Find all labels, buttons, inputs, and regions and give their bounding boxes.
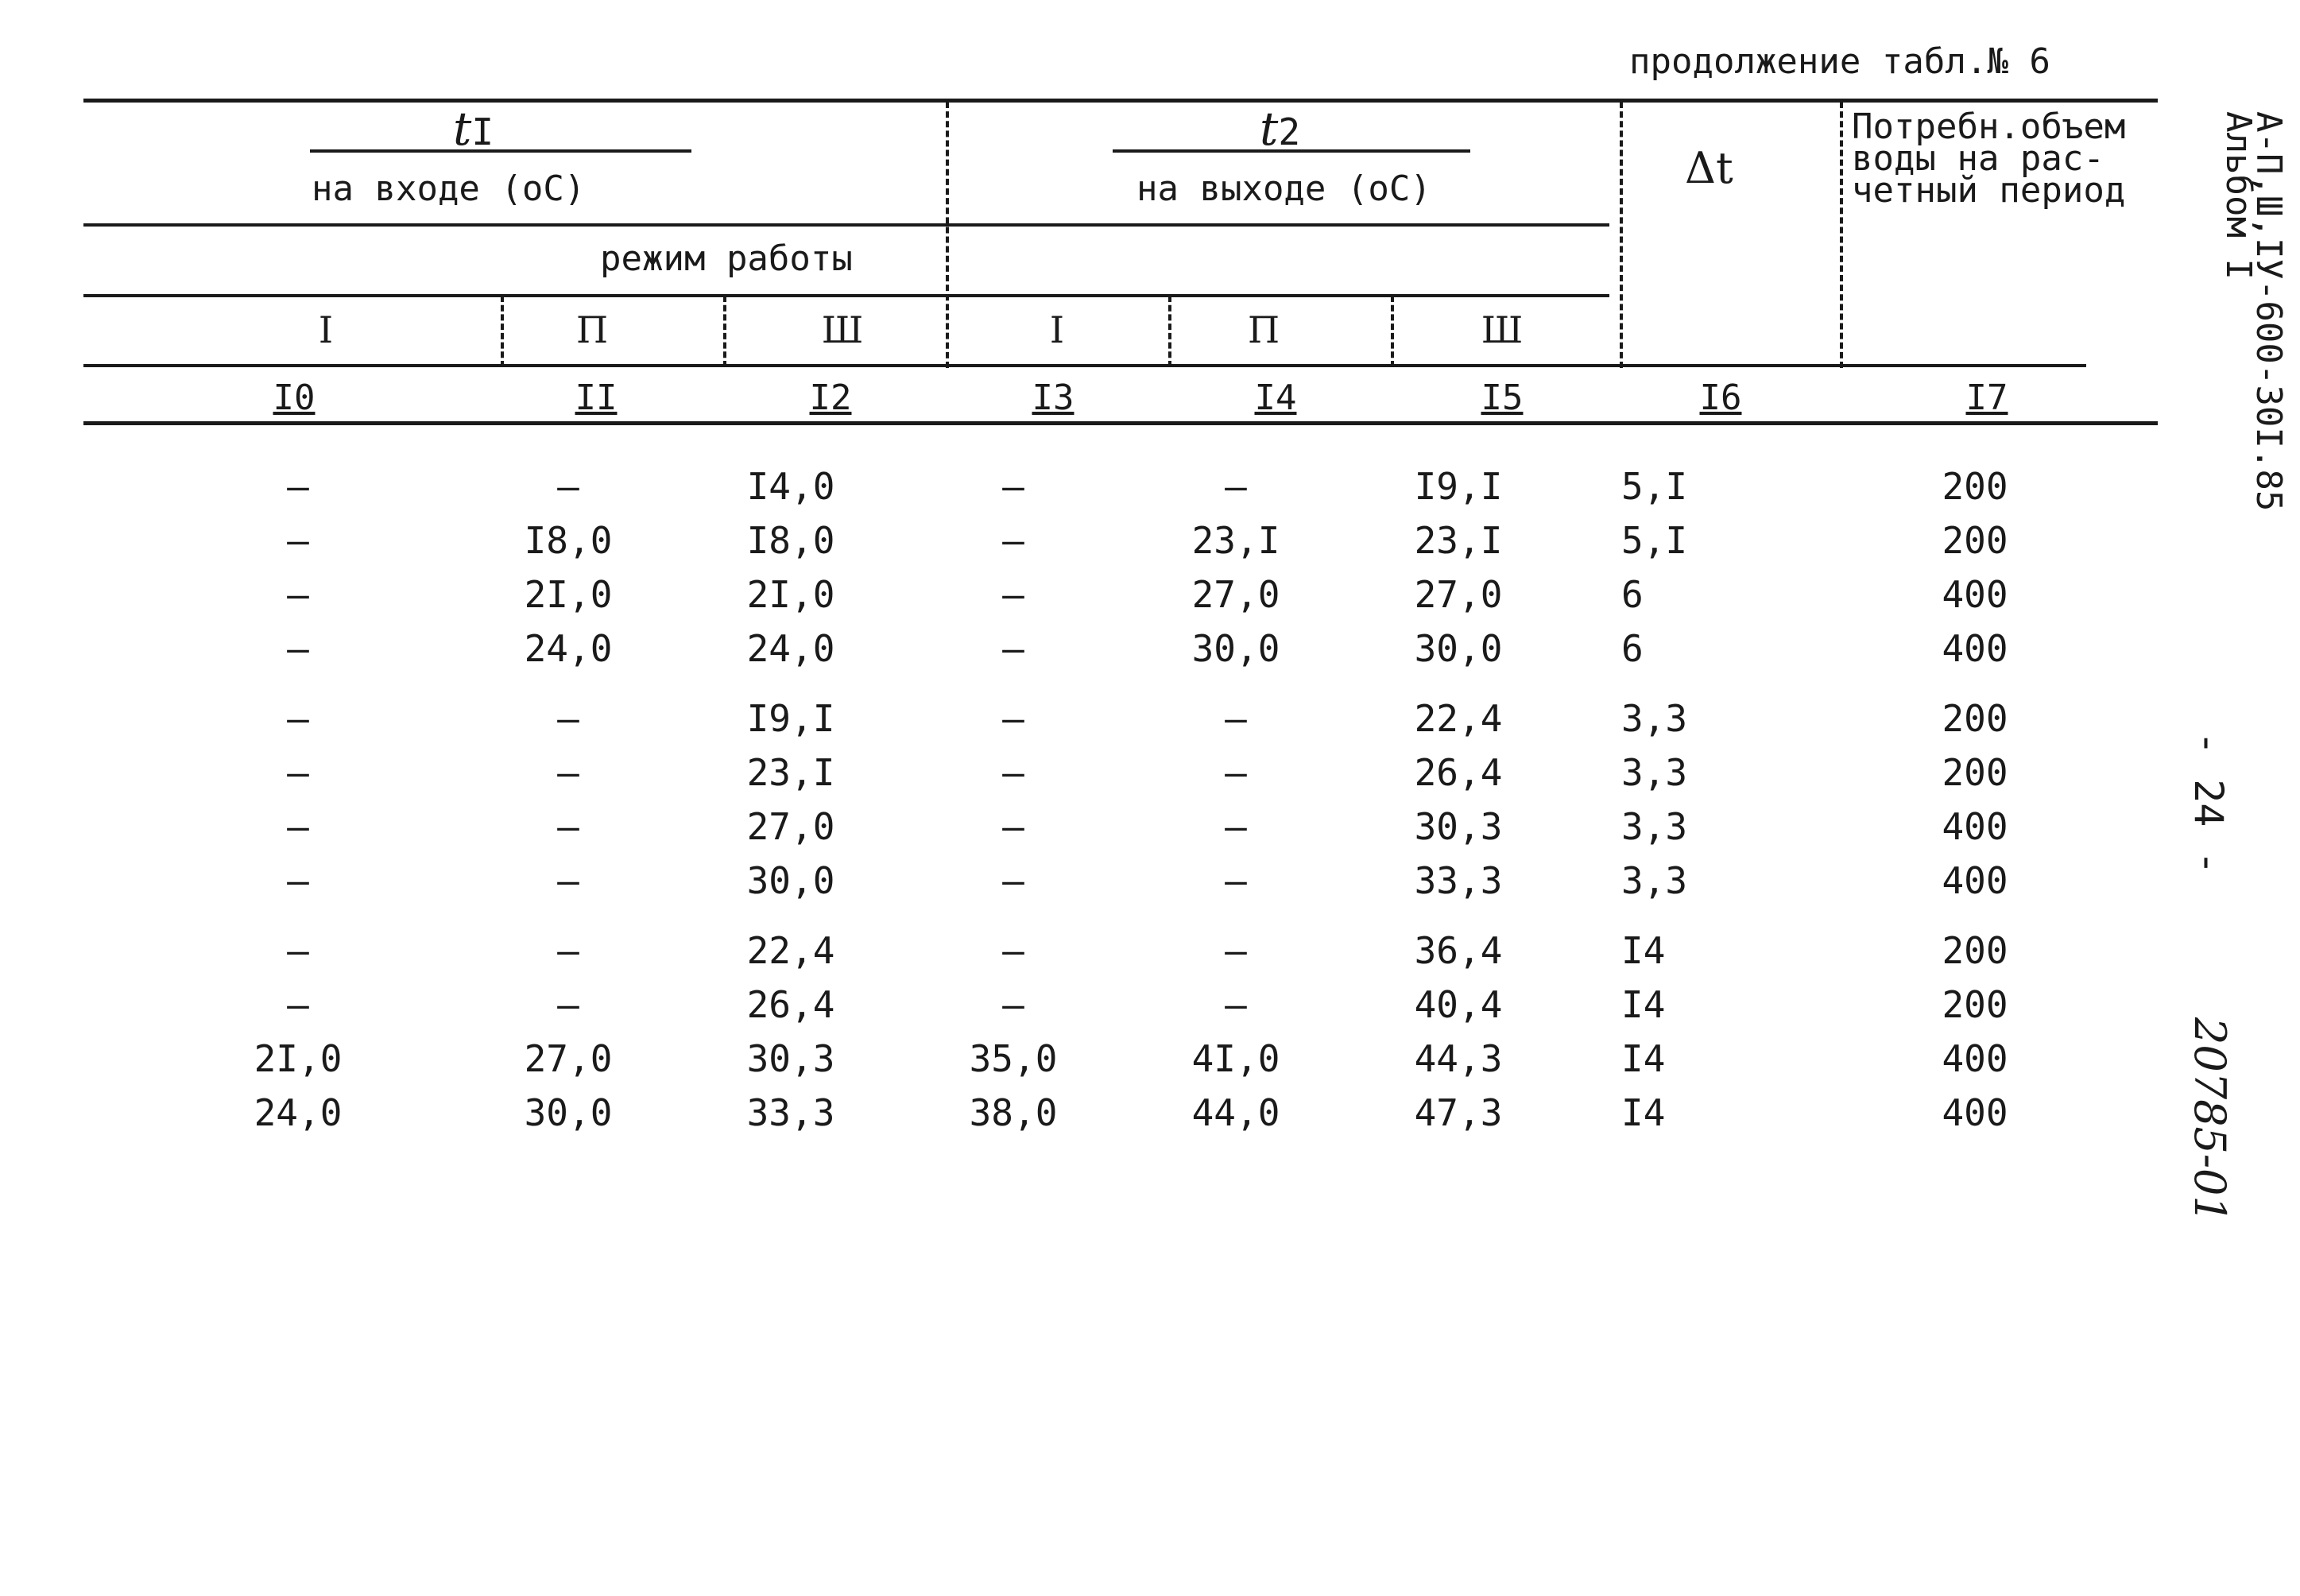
table-cell: – bbox=[287, 465, 309, 508]
table-cell: – bbox=[1225, 983, 1247, 1026]
album-label: Альбом I bbox=[2218, 111, 2259, 280]
t2-heading bbox=[1260, 102, 1300, 156]
mode-divider-1 bbox=[501, 296, 504, 367]
table-cell: 400 bbox=[1942, 1091, 2008, 1134]
table-cell: 24,0 bbox=[524, 627, 613, 670]
table-cell: 27,0 bbox=[746, 805, 835, 848]
table-cell: – bbox=[287, 519, 309, 562]
table-cell: I8,0 bbox=[524, 519, 613, 562]
table-cell: 38,0 bbox=[969, 1091, 1058, 1134]
table-cell: 24,0 bbox=[254, 1091, 343, 1134]
album-code: А-П,Ш,IУ-600-30I.85 bbox=[2248, 111, 2289, 512]
column-number: I3 bbox=[1032, 378, 1074, 418]
table-cell: – bbox=[1002, 519, 1024, 562]
column-number: II bbox=[575, 378, 618, 418]
volume-heading bbox=[1852, 107, 2126, 211]
table-cell: 200 bbox=[1942, 519, 2008, 562]
table-cell: 27,0 bbox=[1191, 573, 1280, 616]
table-cell: 30,0 bbox=[524, 1091, 613, 1134]
table-cell: – bbox=[1225, 859, 1247, 902]
column-number: I6 bbox=[1699, 378, 1742, 418]
column-number: I5 bbox=[1481, 378, 1524, 418]
table-cell: 27,0 bbox=[1414, 573, 1503, 616]
table-cell: 30,0 bbox=[1414, 627, 1503, 670]
volume-label-line-2: воды на рас- bbox=[1852, 138, 2104, 179]
table-cell: – bbox=[287, 751, 309, 794]
table-cell: 200 bbox=[1942, 983, 2008, 1026]
table-cell: 24,0 bbox=[746, 627, 835, 670]
table-cell: 27,0 bbox=[524, 1037, 613, 1080]
table-cell: – bbox=[1002, 929, 1024, 972]
table-cell: 44,0 bbox=[1191, 1091, 1280, 1134]
mode-t1-III: Ш bbox=[821, 308, 864, 351]
header-rule-3 bbox=[83, 364, 2086, 367]
table-cell: 30,0 bbox=[1191, 627, 1280, 670]
table-cell: 6 bbox=[1621, 627, 1644, 670]
table-cell: 23,I bbox=[1414, 519, 1503, 562]
table-cell: – bbox=[1002, 573, 1024, 616]
mode-divider-4 bbox=[1391, 296, 1394, 367]
table-cell: I4 bbox=[1621, 929, 1666, 972]
header-rule-1 bbox=[83, 223, 1609, 227]
t1-heading bbox=[453, 102, 494, 156]
table-cell: 400 bbox=[1942, 859, 2008, 902]
column-number: I4 bbox=[1254, 378, 1297, 418]
volume-label-line-1: Потребн.объем bbox=[1852, 107, 2126, 147]
table-cell: I4 bbox=[1621, 1091, 1666, 1134]
table-cell: – bbox=[287, 859, 309, 902]
table-cell: – bbox=[1002, 697, 1024, 740]
table-cell: 47,3 bbox=[1414, 1091, 1503, 1134]
delta-t-heading: Δt bbox=[1685, 143, 1733, 193]
table-cell: – bbox=[1002, 465, 1024, 508]
table-cell: – bbox=[287, 697, 309, 740]
table-cell: 33,3 bbox=[746, 1091, 835, 1134]
table-cell: 23,I bbox=[1191, 519, 1280, 562]
mode-t2-I: I bbox=[1049, 308, 1065, 351]
table-caption: продолжение табл.№ 6 bbox=[1629, 41, 2050, 82]
table-cell: 3,3 bbox=[1621, 859, 1688, 902]
table-cell: 35,0 bbox=[969, 1037, 1058, 1080]
table-cell: 30,3 bbox=[746, 1037, 835, 1080]
table-cell: – bbox=[1225, 465, 1247, 508]
mode-divider-2 bbox=[723, 296, 726, 367]
table-cell: I4 bbox=[1621, 983, 1666, 1026]
t1-symbol: t bbox=[453, 102, 472, 156]
table-cell: – bbox=[557, 697, 579, 740]
table-cell: – bbox=[557, 929, 579, 972]
table-cell: I9,I bbox=[1414, 465, 1503, 508]
table-cell: 2I,0 bbox=[254, 1037, 343, 1080]
table-cell: 200 bbox=[1942, 697, 2008, 740]
table-cell: – bbox=[1002, 751, 1024, 794]
header-rule-2 bbox=[83, 294, 1609, 297]
table-cell: 200 bbox=[1942, 751, 2008, 794]
table-cell: 3,3 bbox=[1621, 697, 1688, 740]
mode-label: режим работы bbox=[600, 238, 853, 279]
divider-t2-dt bbox=[1620, 102, 1623, 368]
mode-t1-II: П bbox=[575, 308, 609, 351]
table-cell: 26,4 bbox=[1414, 751, 1503, 794]
table-cell: – bbox=[1002, 859, 1024, 902]
table-cell: I4 bbox=[1621, 1037, 1666, 1080]
table-cell: 2I,0 bbox=[746, 573, 835, 616]
table-cell: 30,3 bbox=[1414, 805, 1503, 848]
table-cell: 3,3 bbox=[1621, 751, 1688, 794]
table-cell: 26,4 bbox=[746, 983, 835, 1026]
table-cell: – bbox=[287, 983, 309, 1026]
t1-underline bbox=[310, 149, 691, 153]
table-cell: 200 bbox=[1942, 465, 2008, 508]
table-cell: – bbox=[557, 465, 579, 508]
table-cell: – bbox=[287, 805, 309, 848]
table-cell: 4I,0 bbox=[1191, 1037, 1280, 1080]
table-cell: I9,I bbox=[746, 697, 835, 740]
divider-dt-volume bbox=[1840, 102, 1843, 368]
table-cell: 40,4 bbox=[1414, 983, 1503, 1026]
table-cell: – bbox=[557, 859, 579, 902]
t2-label: на выходе (оС) bbox=[1136, 169, 1431, 209]
table-cell: 30,0 bbox=[746, 859, 835, 902]
column-number: I2 bbox=[809, 378, 852, 418]
t2-symbol: t bbox=[1260, 102, 1279, 156]
t1-subscript: I bbox=[471, 110, 494, 153]
mode-divider-3 bbox=[1168, 296, 1171, 367]
table-cell: 400 bbox=[1942, 627, 2008, 670]
table-cell: – bbox=[287, 573, 309, 616]
table-cell: 400 bbox=[1942, 1037, 2008, 1080]
table-cell: – bbox=[557, 805, 579, 848]
table-cell: 3,3 bbox=[1621, 805, 1688, 848]
table-cell: – bbox=[1002, 983, 1024, 1026]
table-cell: – bbox=[557, 983, 579, 1026]
table-cell: 44,3 bbox=[1414, 1037, 1503, 1080]
table-cell: I4,0 bbox=[746, 465, 835, 508]
table-cell: I8,0 bbox=[746, 519, 835, 562]
column-numbers-rule bbox=[83, 421, 2158, 425]
table-cell: – bbox=[1225, 751, 1247, 794]
table-cell: – bbox=[557, 751, 579, 794]
t2-subscript: 2 bbox=[1278, 110, 1301, 153]
volume-label-line-3: четный период bbox=[1852, 170, 2126, 211]
mode-t2-II: П bbox=[1247, 308, 1280, 351]
table-cell: – bbox=[1002, 805, 1024, 848]
table-cell: – bbox=[287, 929, 309, 972]
mode-t1-I: I bbox=[318, 308, 334, 351]
divider-t1-t2 bbox=[946, 102, 949, 368]
table-cell: – bbox=[1225, 805, 1247, 848]
column-number: I0 bbox=[273, 378, 316, 418]
table-cell: 400 bbox=[1942, 805, 2008, 848]
table-top-rule bbox=[83, 99, 2158, 103]
table-cell: 36,4 bbox=[1414, 929, 1503, 972]
table-cell: 22,4 bbox=[1414, 697, 1503, 740]
table-cell: 5,I bbox=[1621, 465, 1688, 508]
page-number: - 24 - bbox=[2186, 731, 2232, 875]
t1-label: на входе (оС) bbox=[312, 169, 586, 209]
mode-t2-III: Ш bbox=[1481, 308, 1524, 351]
table-cell: 33,3 bbox=[1414, 859, 1503, 902]
table-cell: 5,I bbox=[1621, 519, 1688, 562]
table-cell: 23,I bbox=[746, 751, 835, 794]
document-number: 20785-01 bbox=[2185, 1017, 2235, 1223]
table-cell: 6 bbox=[1621, 573, 1644, 616]
table-cell: – bbox=[1225, 697, 1247, 740]
table-cell: 400 bbox=[1942, 573, 2008, 616]
column-number: I7 bbox=[1965, 378, 2008, 418]
table-cell: 200 bbox=[1942, 929, 2008, 972]
table-cell: 2I,0 bbox=[524, 573, 613, 616]
table-cell: – bbox=[287, 627, 309, 670]
table-cell: 22,4 bbox=[746, 929, 835, 972]
table-cell: – bbox=[1225, 929, 1247, 972]
table-cell: – bbox=[1002, 627, 1024, 670]
